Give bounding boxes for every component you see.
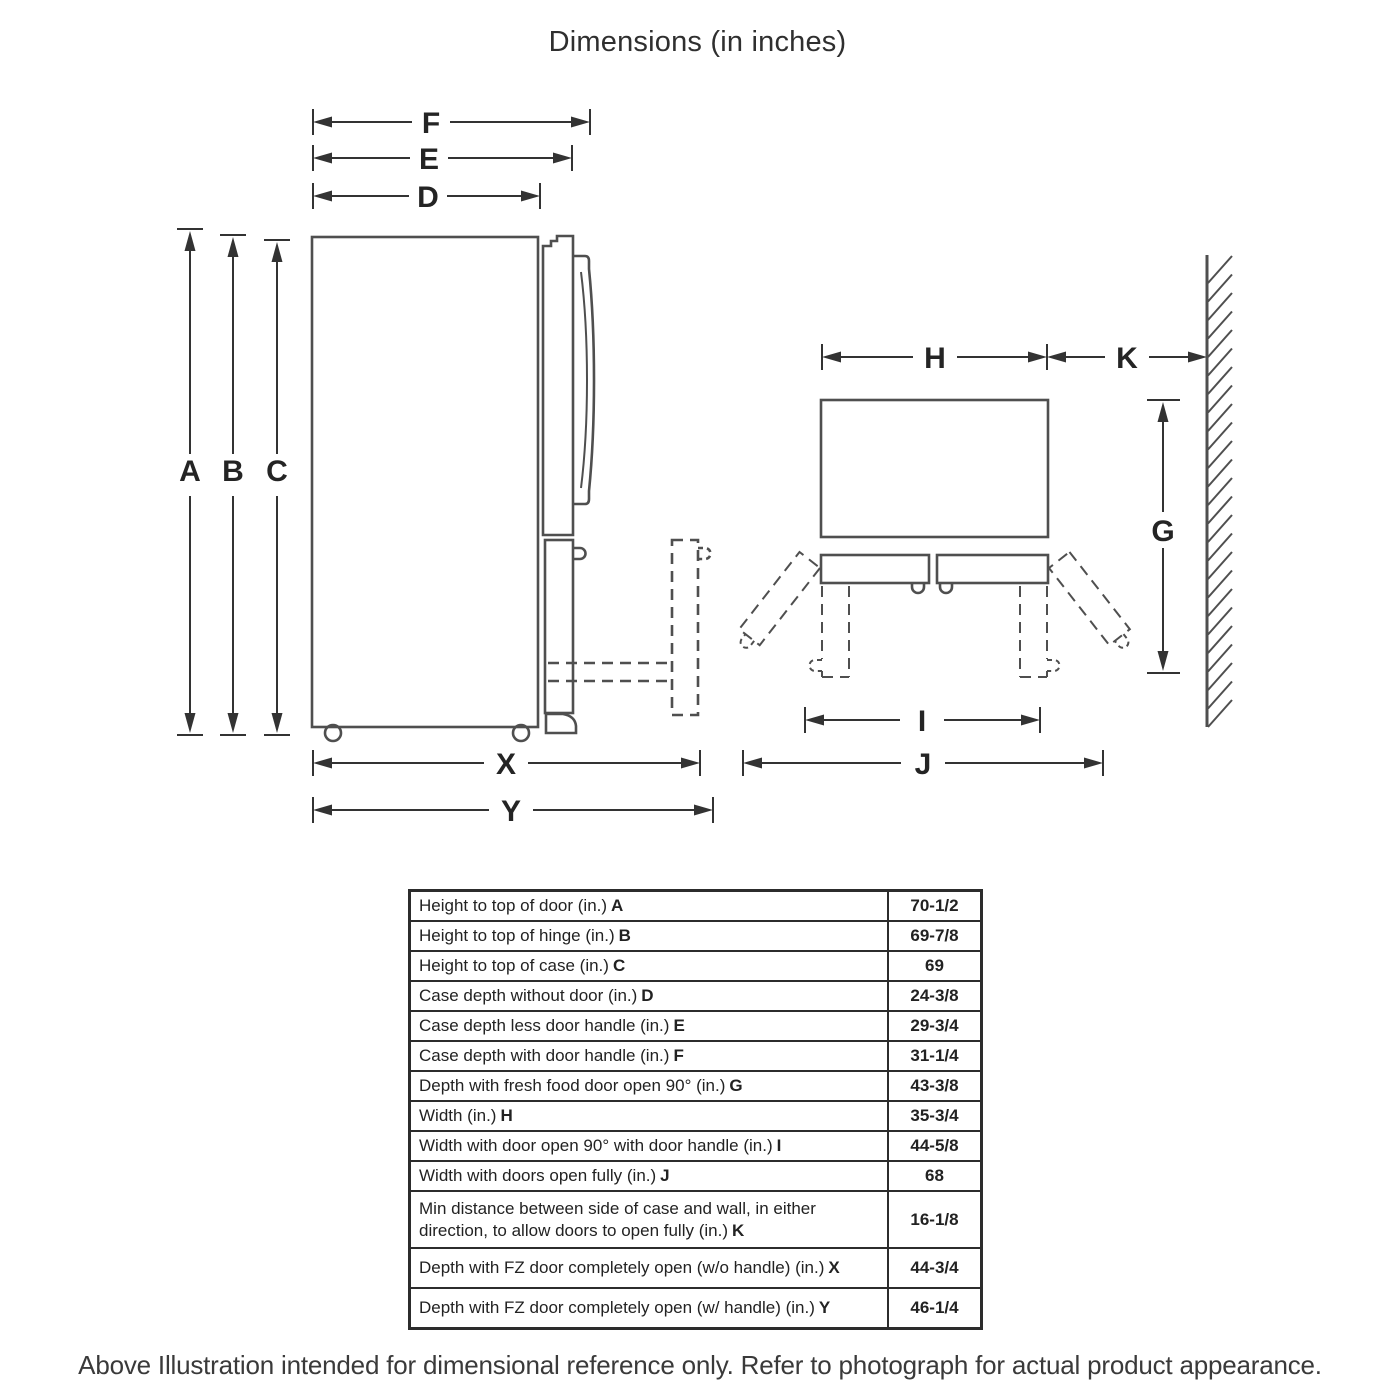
dim-label-b: B [222, 455, 244, 488]
dim-label-j: J [914, 748, 932, 781]
left-door-handle-top [912, 583, 924, 593]
table-row [411, 1160, 980, 1190]
spec-label: Min distance between side of case and wall, in either direction, to allow doors to open fully (in.) K [419, 1199, 816, 1240]
dim-label-c: C [266, 455, 288, 488]
spec-label: Depth with fresh food door open 90° (in.) G [419, 1076, 743, 1096]
dim-label-k: K [1116, 342, 1138, 375]
page-title: Dimensions (in inches) [548, 26, 847, 58]
freezer-door [545, 540, 573, 713]
spec-value: 29-3/4 [887, 1012, 980, 1040]
dim-label-y: Y [500, 795, 522, 828]
table-row [411, 1130, 980, 1160]
table-row [411, 950, 980, 980]
spec-label: Depth with FZ door completely open (w/ handle) (in.) Y [419, 1298, 831, 1318]
right-door-handle-top [940, 583, 952, 593]
table-row [411, 892, 980, 920]
dim-D [313, 181, 540, 214]
dim-label-i: I [917, 705, 927, 738]
dim-label-g: G [1151, 515, 1175, 548]
dimensions-table [408, 889, 983, 1330]
table-row [411, 980, 980, 1010]
fresh-food-door [543, 236, 573, 535]
left-door-open-90-dashed [810, 586, 850, 677]
spec-label: Case depth without door (in.) D [419, 986, 654, 1006]
dim-C [264, 240, 290, 735]
wall-hatching [1207, 255, 1232, 727]
dim-label-d: D [417, 181, 439, 214]
dim-J [743, 748, 1103, 781]
dim-K [1047, 342, 1207, 375]
left-door-open-full-dashed [732, 552, 820, 654]
spec-label: Height to top of hinge (in.) B [419, 926, 631, 946]
spec-label: Height to top of door (in.) A [419, 896, 624, 916]
table-row [411, 1190, 980, 1247]
spec-value: 16-1/8 [887, 1192, 980, 1247]
spec-value: 69-7/8 [887, 922, 980, 950]
dim-E [313, 143, 572, 176]
spec-value: 43-3/8 [887, 1072, 980, 1100]
side-view [312, 236, 711, 741]
dim-F [313, 107, 590, 140]
dim-G [1147, 400, 1180, 673]
spec-label: Height to top of case (in.) C [419, 956, 626, 976]
dim-I [805, 705, 1040, 738]
spec-label: Case depth less door handle (in.) E [419, 1016, 685, 1036]
spec-value: 69 [887, 952, 980, 980]
table-row [411, 1287, 980, 1327]
spec-label: Case depth with door handle (in.) F [419, 1046, 684, 1066]
door-handle-inner [581, 272, 587, 488]
table-row [411, 1100, 980, 1130]
right-door-open-90-dashed [1020, 586, 1060, 677]
dim-H [822, 342, 1047, 375]
table-row [411, 1247, 980, 1287]
spec-value: 24-3/8 [887, 982, 980, 1010]
base-foot [546, 714, 576, 733]
left-door-top [821, 555, 929, 583]
spec-value: 31-1/4 [887, 1042, 980, 1070]
top-view [732, 400, 1137, 677]
right-door-top [937, 555, 1048, 583]
dim-Y [313, 795, 713, 828]
dim-A [177, 229, 203, 735]
spec-value: 44-5/8 [887, 1132, 980, 1160]
spec-label: Depth with FZ door completely open (w/o handle) (in.) X [419, 1258, 840, 1278]
dim-label-e: E [418, 143, 440, 176]
spec-value: 70-1/2 [887, 892, 980, 920]
right-door-open-full-dashed [1049, 552, 1137, 654]
table-row [411, 1040, 980, 1070]
fridge-case-top [821, 400, 1048, 537]
table-row [411, 1070, 980, 1100]
spec-value: 35-3/4 [887, 1102, 980, 1130]
dim-B [220, 235, 246, 735]
spec-label: Width with doors open fully (in.) J [419, 1166, 670, 1186]
freezer-handle-open-dashed [698, 548, 711, 559]
table-row [411, 920, 980, 950]
dim-label-a: A [179, 455, 201, 488]
footer-note: Above Illustration intended for dimensional reference only. Refer to photograph for actual product appearance. [78, 1350, 1322, 1380]
spec-value: 44-3/4 [887, 1249, 980, 1287]
freezer-handle [573, 548, 586, 559]
dim-label-h: H [924, 342, 946, 375]
dim-label-f: F [421, 107, 441, 140]
freezer-door-open-dashed [672, 540, 698, 715]
dim-X [313, 748, 700, 781]
spec-label: Width (in.) H [419, 1106, 513, 1126]
spec-label: Width with door open 90° with door handle (in.) I [419, 1136, 782, 1156]
dim-label-x: X [495, 748, 517, 781]
table-row [411, 1010, 980, 1040]
spec-value: 68 [887, 1162, 980, 1190]
spec-value: 46-1/4 [887, 1289, 980, 1327]
fridge-case-side [312, 237, 538, 727]
